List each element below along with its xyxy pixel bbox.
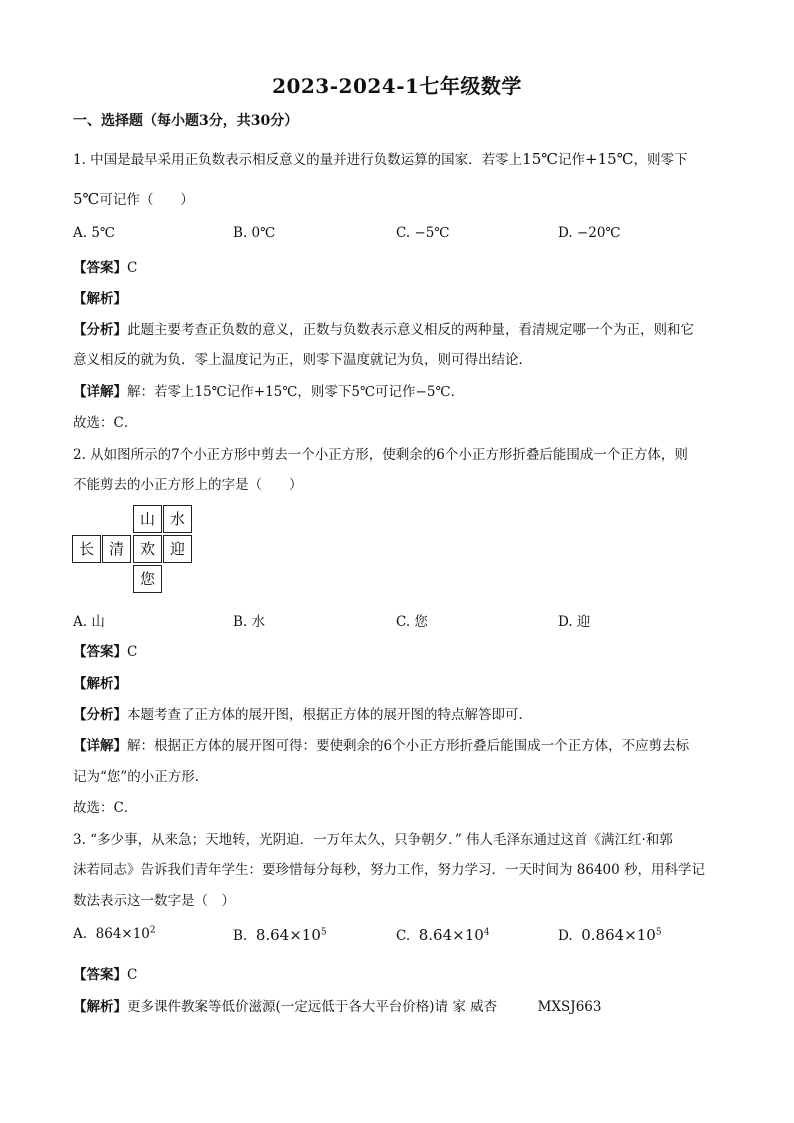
- q1-stem-line2: 5℃可记作（ ）: [73, 190, 194, 208]
- q3-option-b: B. $8.64\times 10^5$: [233, 926, 327, 944]
- q1-option-d: D. −20℃: [558, 225, 621, 241]
- q2-choice: 故选：C．: [73, 800, 138, 816]
- q1-option-c: C. −5℃: [396, 225, 450, 241]
- q1-xiangjie: 【详解】解：若零上15℃记作+15℃，则零下5℃可记作−5℃．: [73, 384, 465, 400]
- q1-fenxi-line1: 【分析】此题主要考查正负数的意义，正数与负数表示意义相反的两种量，看清规定哪一个为正，则和它: [73, 322, 694, 338]
- q1-answer: 【答案】C: [73, 260, 138, 276]
- q1-choice: 故选：C．: [73, 415, 138, 431]
- q2-xiangjie-line1: 【详解】解：根据正方体的展开图可得：要使剩余的6个小正方形折叠后能围成一个正方体，不应剪去标: [73, 738, 690, 754]
- cube-net-figure: [72, 505, 194, 593]
- net-cell-chang: 长: [72, 535, 101, 563]
- net-cell-ying: 迎: [163, 535, 192, 563]
- q2-option-c: C. 您: [396, 614, 428, 630]
- net-cell-nin: 您: [133, 565, 162, 593]
- q3-analysis-footer: 【解析】更多课件教案等低价滋源(一定远低于各大平台价格)请 家 威杏 MXSJ663: [73, 999, 602, 1015]
- q3-stem-line3: 数法表示这一数字是（ ）: [73, 893, 235, 909]
- q3-option-a: A. $864\times 10^2$: [73, 925, 156, 942]
- q2-analysis-heading: 【解析】: [73, 676, 127, 692]
- q3-stem-line1: 3. “多少事，从来急；天地转，光阴迫．一万年太久，只争朝夕．” 伟人毛泽东通过这首《满江红·和郭: [73, 832, 673, 848]
- q2-stem-line1: 2. 从如图所示的7个小正方形中剪去一个小正方形，使剩余的6个小正方形折叠后能围成一个正方体，则: [73, 447, 688, 463]
- section-heading: 一、选择题（每小题3分，共30分）: [73, 113, 299, 129]
- q2-stem-line2: 不能剪去的小正方形上的字是（ ）: [73, 477, 303, 493]
- net-cell-qing: 清: [102, 535, 131, 563]
- net-cell-huan: 欢: [133, 535, 162, 563]
- q3-answer: 【答案】C: [73, 967, 138, 983]
- q1-analysis-heading: 【解析】: [73, 291, 127, 307]
- net-cell-shan: 山: [133, 505, 162, 533]
- q2-option-d: D. 迎: [558, 614, 591, 630]
- q1-stem-line1: 1. 中国是最早采用正负数表示相反意义的量并进行负数运算的国家．若零上15℃记作+15℃，则零下: [73, 150, 688, 168]
- q3-stem-line2: 沫若同志》告诉我们青年学生：要珍惜每分每秒，努力工作，努力学习．一天时间为 86400 秒，用科学记: [73, 862, 706, 878]
- q2-fenxi: 【分析】本题考查了正方体的展开图，根据正方体的展开图的特点解答即可．: [73, 707, 532, 723]
- net-cell-shui: 水: [163, 505, 192, 533]
- q2-option-a: A. 山: [73, 614, 105, 630]
- q2-xiangjie-line2: 记为“您”的小正方形．: [73, 769, 209, 785]
- q1-option-b: B. 0℃: [233, 225, 276, 241]
- q3-option-c: C. $8.64\times 10^4$: [396, 926, 490, 944]
- page-title: 2023-2024-1七年级数学: [272, 74, 522, 98]
- q1-option-a: A. 5℃: [73, 225, 116, 241]
- q2-option-b: B. 水: [233, 614, 266, 630]
- q1-fenxi-line2: 意义相反的就为负．零上温度记为正，则零下温度就记为负，则可得出结论．: [73, 352, 532, 368]
- q2-answer: 【答案】C: [73, 644, 138, 660]
- q3-option-d: D. $0.864\times 10^5$: [558, 926, 662, 944]
